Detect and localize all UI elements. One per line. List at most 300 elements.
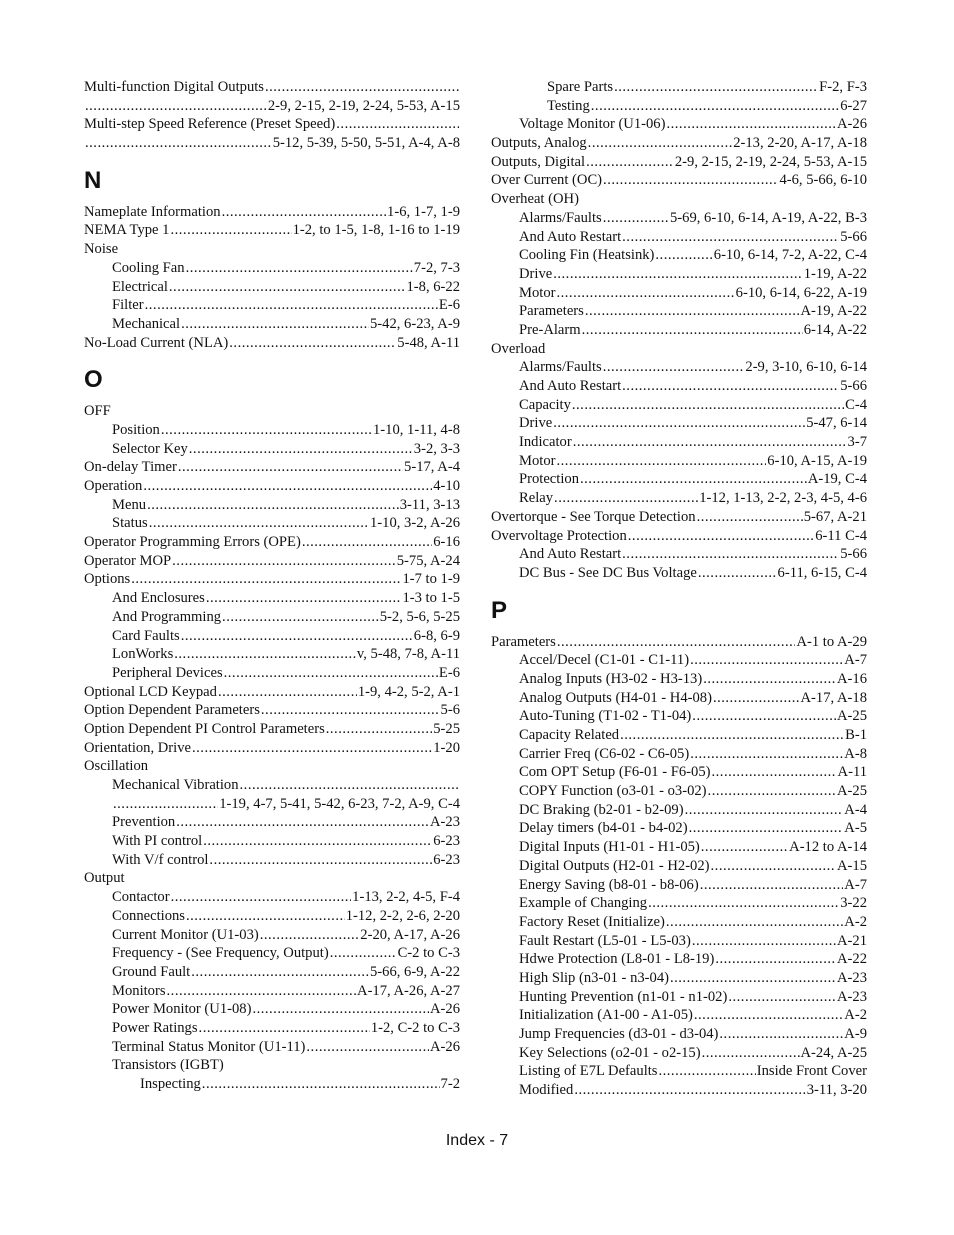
entry-pages: A-22 [837, 951, 867, 968]
entry-pages: 4-10 [433, 478, 460, 494]
entry-label: With V/f control [112, 851, 209, 868]
dot-leader [113, 795, 218, 814]
entry-label: Nameplate Information [84, 203, 221, 220]
entry-label: Digital Outputs (H2-01 - H2-02) [519, 857, 710, 874]
dot-leader [708, 782, 836, 801]
dot-leader [326, 720, 432, 739]
entry-label: Peripheral Devices [112, 664, 223, 681]
dot-leader [572, 396, 844, 415]
index-column-left [84, 78, 460, 1094]
entry-label: Energy Saving (b8-01 - b8-06) [519, 876, 699, 893]
index-entry-no-load-current-nla [84, 334, 460, 353]
page-number: Index - 7 [445, 1132, 509, 1149]
entry-label: Power Monitor (U1-08) [112, 1001, 252, 1018]
entry-pages: 5-66 [840, 378, 867, 394]
entry-pages: A-8 [844, 745, 867, 762]
index-entry-over-current-oc [491, 171, 867, 190]
index-entry-power-ratings [84, 1019, 460, 1038]
index-entry-power-monitor-u1-08 [84, 1000, 460, 1019]
entry-label: Listing of E7L Defaults [519, 1063, 658, 1080]
entry-pages: Inside Front Cover [756, 1063, 867, 1080]
entry-pages: 5-48, A-11 [397, 334, 460, 351]
entry-label: Accel/Decel (C1-01 - C1-11) [519, 652, 690, 669]
entry-pages: A-19, A-22 [800, 303, 867, 320]
dot-leader [556, 284, 734, 303]
index-entry-transistors-igbt: Transistors (IGBT) [112, 1057, 224, 1074]
entry-pages: A-26 [430, 1001, 460, 1018]
entry-label: Overvoltage Protection [491, 527, 627, 544]
entry-label: Analog Inputs (H3-02 - H3-13) [519, 670, 703, 687]
dot-leader [648, 894, 839, 913]
dot-leader [145, 296, 438, 315]
entry-pages: A-11 [837, 764, 867, 781]
dot-leader [580, 470, 807, 489]
entry-label: Option Dependent PI Control Parameters [84, 720, 325, 737]
entry-label: Modified [519, 1082, 574, 1099]
index-entry-optional-lcd-keypad [84, 683, 460, 702]
entry-pages: 1-6, 1-7, 1-9 [387, 203, 460, 220]
index-entry-pre-alarm [491, 321, 867, 340]
entry-label: Cooling Fan [112, 259, 185, 276]
entry-label: Optional LCD Keypad [84, 683, 217, 700]
entry-pages: F-2, F-3 [819, 79, 867, 95]
index-entry-initialization-a1-00-a1-05 [491, 1006, 867, 1025]
index-entry-overvoltage-protection [491, 527, 867, 546]
dot-leader [694, 1006, 843, 1025]
index-entry-relay [491, 489, 867, 508]
entry-pages: B-1 [845, 727, 867, 743]
dot-leader [703, 670, 836, 689]
entry-pages: 1-20 [433, 739, 460, 756]
dot-leader [330, 944, 397, 963]
entry-pages: 7-2, 7-3 [413, 259, 460, 276]
entry-pages: 6-11 C-4 [815, 527, 867, 544]
index-entry-selector-key [84, 440, 460, 459]
dot-leader [553, 265, 803, 284]
entry-pages: 5-47, 6-14 [806, 415, 867, 432]
entry-pages: A-26 [430, 1038, 460, 1055]
entry-label: Example of Changing [519, 895, 648, 912]
entry-pages: 7-2 [440, 1076, 460, 1092]
index-entry-auto-tuning-t1-02-t1-04 [491, 707, 867, 726]
entry-pages: 1-8, 6-22 [406, 278, 460, 295]
dot-leader [171, 888, 352, 907]
index-column-right [491, 78, 867, 1100]
entry-pages: 1-12, 2-2, 2-6, 2-20 [345, 907, 460, 924]
entry-pages: 1-10, 1-11, 4-8 [372, 421, 460, 438]
dot-leader [186, 907, 345, 926]
index-entry-overload: Overload [491, 340, 546, 357]
entry-pages: 6-10, A-15, A-19 [767, 452, 867, 469]
entry-label: And Auto Restart [519, 378, 622, 394]
index-entry-multi-step-speed-reference-preset-speed [84, 115, 460, 134]
index-entry-capacity [491, 396, 867, 415]
entry-label: Ground Fault [112, 963, 191, 980]
index-entry-and-programming [84, 608, 460, 627]
dot-leader [302, 533, 432, 552]
index-entry-electrical [84, 278, 460, 297]
dot-leader [222, 203, 386, 222]
index-entry-parameters [491, 302, 867, 321]
dot-leader [585, 302, 800, 321]
entry-pages: A-16 [837, 670, 867, 687]
entry-pages: 6-8, 6-9 [413, 627, 460, 644]
entry-pages: 4-6, 5-66, 6-10 [779, 172, 867, 189]
dot-leader [698, 564, 777, 583]
dot-leader [178, 458, 403, 477]
entry-pages: A-1 to A-29 [796, 633, 867, 650]
entry-pages: 2-13, 2-20, A-17, A-18 [733, 135, 867, 152]
dot-leader [181, 627, 413, 646]
section-letter-p: P [491, 596, 508, 624]
index-entry-jump-frequencies-d3-01-d3-04 [491, 1025, 867, 1044]
dot-leader [715, 950, 836, 969]
dot-leader [169, 278, 406, 297]
dot-leader [655, 246, 712, 265]
dot-leader [702, 1044, 800, 1063]
index-entry-frequency-see-frequency-output [84, 944, 460, 963]
entry-label: Option Dependent Parameters [84, 702, 260, 719]
entry-pages: 1-19, 4-7, 5-41, 5-42, 6-23, 7-2, A-9, C-4 [219, 795, 460, 812]
dot-leader [586, 153, 674, 172]
index-entry-with-pi-control [84, 832, 460, 851]
entry-label: Carrier Freq (C6-02 - C6-05) [519, 745, 690, 762]
index-entry-energy-saving-b8-01-b8-06 [491, 876, 867, 895]
entry-pages: 1-10, 3-2, A-26 [370, 515, 460, 532]
entry-label: Connections [112, 907, 185, 924]
index-entry-multi-function-digital-outputs [84, 78, 460, 97]
entry-label: Key Selections (o2-01 - o2-15) [519, 1044, 701, 1061]
entry-label: Status [112, 515, 148, 532]
entry-pages: 3-2, 3-3 [413, 440, 460, 457]
index-entry-delay-timers-b4-01-b4-02 [491, 819, 867, 838]
dot-leader [692, 932, 836, 951]
index-entry-dc-bus-see-dc-bus-voltage [491, 564, 867, 583]
entry-label: And Auto Restart [519, 228, 622, 245]
dot-leader [131, 570, 401, 589]
entry-label: Digital Inputs (H1-01 - H1-05) [519, 839, 700, 856]
index-entry-connections [84, 907, 460, 926]
dot-leader [689, 819, 844, 838]
dot-leader [556, 452, 766, 471]
entry-label: And Enclosures [112, 590, 205, 607]
dot-leader [240, 776, 459, 795]
entry-pages: 6-10, 6-14, 6-22, A-19 [735, 284, 867, 301]
entry-pages: 2-20, A-17, A-26 [360, 926, 460, 943]
dot-leader [192, 739, 432, 758]
section-letter-n: N [84, 166, 102, 194]
entry-pages: 3-7 [847, 434, 867, 451]
index-entry-current-monitor-u1-03 [84, 926, 460, 945]
entry-label: Hdwe Protection (L8-01 - L8-19) [519, 951, 715, 968]
dot-leader [622, 545, 839, 564]
dot-leader [149, 514, 369, 533]
entry-pages: 1-12, 1-13, 2-2, 2-3, 4-5, 4-6 [699, 490, 867, 507]
entry-pages: A-19, C-4 [807, 471, 867, 488]
entry-label: Multi-function Digital Outputs [84, 79, 264, 95]
dot-leader [685, 801, 844, 820]
dot-leader [172, 552, 396, 571]
entry-pages: A-7 [844, 652, 867, 669]
entry-pages: 5-66 [840, 228, 867, 245]
index-entry-oscillation: Oscillation [84, 758, 149, 775]
index-entry-continuation [84, 97, 460, 116]
entry-label: LonWorks [112, 646, 174, 663]
entry-pages: A-21 [837, 932, 867, 949]
entry-label: Outputs, Digital [491, 153, 586, 170]
index-entry-drive [491, 414, 867, 433]
entry-pages: A-23 [837, 988, 867, 1005]
index-entry-ground-fault [84, 963, 460, 982]
entry-label: Prevention [112, 814, 176, 831]
dot-leader [181, 315, 369, 334]
entry-label: Drive [519, 415, 553, 432]
dot-leader [573, 433, 847, 452]
dot-leader [603, 171, 778, 190]
index-entry-continuation [84, 134, 460, 153]
index-entry-testing [491, 97, 867, 116]
dot-leader [261, 701, 440, 720]
entry-label: Menu [112, 496, 147, 513]
dot-leader [713, 689, 800, 708]
entry-pages: 3-11, 3-13 [399, 496, 460, 513]
dot-leader [697, 508, 803, 527]
entry-label: NEMA Type 1 [84, 222, 170, 239]
index-entry-on-delay-timer [84, 458, 460, 477]
index-entry-fault-restart-l5-01-l5-03 [491, 932, 867, 951]
index-entry-mechanical [84, 315, 460, 334]
index-entry-example-of-changing [491, 894, 867, 913]
index-entry-accel-decel-c1-01-c1-11 [491, 651, 867, 670]
dot-leader [202, 1075, 440, 1094]
entry-pages: A-12 to A-14 [789, 839, 867, 856]
dot-leader [209, 851, 432, 870]
index-entry-analog-outputs-h4-01-h4-08 [491, 689, 867, 708]
index-entry-hunting-prevention-n1-01-n1-02 [491, 988, 867, 1007]
entry-label: Monitors [112, 982, 166, 999]
index-entry-filter [84, 296, 460, 315]
entry-pages: 6-10, 6-14, 7-2, A-22, C-4 [713, 247, 867, 264]
index-entry-spare-parts [491, 78, 867, 97]
dot-leader [218, 683, 357, 702]
index-entry-lonworks [84, 645, 460, 664]
dot-leader [260, 926, 360, 945]
entry-label: Outputs, Analog [491, 135, 587, 152]
entry-label: Capacity [519, 396, 571, 413]
entry-label: Operator MOP [84, 552, 172, 569]
entry-pages: 6-23 [433, 833, 460, 850]
entry-pages: A-24, A-25 [800, 1044, 867, 1061]
entry-pages: C-2 to C-3 [397, 945, 460, 962]
index-entry-motor [491, 284, 867, 303]
entry-pages: A-17, A-26, A-27 [357, 982, 460, 999]
dot-leader [692, 707, 836, 726]
index-entry-options [84, 570, 460, 589]
entry-label: Contactor [112, 889, 170, 906]
index-entry-noise: Noise [84, 241, 119, 258]
dot-leader [614, 78, 818, 97]
entry-pages: 5-66, 6-9, A-22 [370, 963, 460, 980]
entry-label: Parameters [519, 303, 584, 320]
entry-label: Jump Frequencies (d3-01 - d3-04) [519, 1026, 719, 1042]
index-entry-contactor [84, 888, 460, 907]
entry-pages: 5-75, A-24 [396, 552, 460, 569]
dot-leader [85, 134, 272, 153]
entry-pages: 5-6 [440, 702, 460, 719]
index-entry-overheat-oh: Overheat (OH) [491, 191, 579, 208]
entry-pages: 5-12, 5-39, 5-50, 5-51, A-4, A-8 [272, 135, 460, 152]
index-entry-listing-of-e7l-defaults [491, 1062, 867, 1081]
entry-label: Hunting Prevention (n1-01 - n1-02) [519, 988, 728, 1005]
entry-pages: 5-17, A-4 [404, 459, 460, 476]
dot-leader [336, 115, 459, 134]
index-entry-cooling-fan [84, 259, 460, 278]
entry-label: Factory Reset (Initialize) [519, 913, 665, 930]
entry-label: Delay timers (b4-01 - b4-02) [519, 820, 688, 837]
dot-leader [143, 477, 432, 496]
index-entry-terminal-status-monitor-u1-11 [84, 1038, 460, 1057]
index-entry-cooling-fin-heatsink [491, 246, 867, 265]
index-entry-and-auto-restart [491, 377, 867, 396]
index-entry-operator-mop [84, 552, 460, 571]
entry-label: Options [84, 571, 131, 588]
index-entry-factory-reset-initialize [491, 913, 867, 932]
index-entry-parameters [491, 633, 867, 652]
dot-leader [588, 134, 733, 153]
entry-pages: 1-7 to 1-9 [402, 571, 460, 588]
entry-pages: 1-13, 2-2, 4-5, F-4 [352, 889, 460, 906]
index-entry-nameplate-information [84, 203, 460, 222]
index-entry-peripheral-devices [84, 664, 460, 683]
dot-leader [591, 97, 839, 116]
dot-leader [574, 1081, 805, 1100]
section-letter-o: O [84, 366, 103, 394]
index-entry-analog-inputs-h3-02-h3-13 [491, 670, 867, 689]
entry-pages: C-4 [845, 396, 867, 413]
index-entry-mechanical-vibration [84, 776, 460, 795]
entry-label: Analog Outputs (H4-01 - H4-08) [519, 689, 712, 706]
entry-pages: A-5 [844, 820, 867, 837]
entry-pages: A-23 [837, 969, 867, 986]
entry-label: Selector Key [112, 440, 188, 457]
index-entry-com-opt-setup-f6-01-f6-05 [491, 763, 867, 782]
entry-label: DC Bus - See DC Bus Voltage [519, 564, 697, 581]
entry-pages: A-2 [844, 1007, 867, 1024]
entry-label: Orientation, Drive [84, 739, 191, 756]
index-entry-operation [84, 477, 460, 496]
dot-leader [189, 440, 413, 459]
entry-pages: 6-27 [840, 97, 867, 114]
entry-label: Protection [519, 471, 579, 488]
entry-label: Terminal Status Monitor (U1-11) [112, 1038, 306, 1055]
entry-pages: E-6 [438, 297, 460, 314]
index-entry-continuation [84, 795, 460, 814]
index-entry-copy-function-o3-01-o3-02 [491, 782, 867, 801]
dot-leader [186, 259, 413, 278]
entry-pages: A-25 [837, 783, 867, 800]
index-entry-drive [491, 265, 867, 284]
dot-leader [622, 228, 839, 247]
entry-label: And Auto Restart [519, 546, 622, 563]
index-entry-key-selections-o2-01-o2-15 [491, 1044, 867, 1063]
dot-leader [712, 763, 837, 782]
index-entry-alarms-faults [491, 358, 867, 377]
entry-pages: A-17, A-18 [800, 689, 867, 706]
index-entry-high-slip-n3-01-n3-04 [491, 969, 867, 988]
entry-label: Testing [547, 97, 590, 114]
entry-pages: 1-3 to 1-5 [402, 590, 460, 607]
entry-label: Inspecting [140, 1076, 201, 1092]
index-entry-with-v-f-control [84, 851, 460, 870]
index-entry-outputs-digital [491, 153, 867, 172]
dot-leader [161, 421, 372, 440]
entry-label: Cooling Fin (Heatsink) [519, 247, 655, 264]
index-entry-position [84, 421, 460, 440]
dot-leader [620, 726, 844, 745]
dot-leader [690, 745, 843, 764]
dot-leader [174, 645, 356, 664]
entry-pages: 6-14, A-22 [803, 321, 867, 338]
dot-leader [176, 813, 429, 832]
entry-label: Overtorque - See Torque Detection [491, 508, 696, 525]
index-entry-status [84, 514, 460, 533]
entry-pages: 2-9, 2-15, 2-19, 2-24, 5-53, A-15 [674, 153, 867, 170]
entry-pages: A-4 [844, 801, 867, 818]
entry-pages: A-9 [844, 1026, 867, 1042]
dot-leader [167, 982, 357, 1001]
dot-leader [658, 1062, 755, 1081]
entry-label: Indicator [519, 434, 572, 451]
entry-label: Parameters [491, 633, 556, 650]
entry-pages: 1-19, A-22 [803, 265, 867, 282]
index-entry-inspecting [84, 1075, 460, 1094]
entry-pages: 1-2, to 1-5, 1-8, 1-16 to 1-19 [292, 222, 460, 239]
dot-leader [170, 221, 291, 240]
entry-pages: 3-22 [840, 895, 867, 912]
dot-leader [147, 496, 399, 515]
entry-pages: 6-16 [433, 534, 460, 551]
dot-leader [666, 913, 843, 932]
entry-label: High Slip (n3-01 - n3-04) [519, 969, 669, 986]
entry-pages: 6-11, 6-15, C-4 [777, 564, 867, 581]
entry-pages: 2-9, 2-15, 2-19, 2-24, 5-53, A-15 [267, 97, 460, 114]
index-entry-output: Output [84, 870, 125, 887]
entry-pages: A-26 [837, 116, 867, 133]
entry-label: Operator Programming Errors (OPE) [84, 534, 301, 551]
index-entry-indicator [491, 433, 867, 452]
entry-label: Capacity Related [519, 727, 620, 743]
entry-label: Electrical [112, 278, 168, 295]
entry-label: Fault Restart (L5-01 - L5-03) [519, 932, 691, 949]
entry-pages: A-25 [837, 708, 867, 725]
entry-label: Alarms/Faults [519, 359, 602, 376]
entry-pages: 1-2, C-2 to C-3 [370, 1019, 460, 1036]
dot-leader [603, 209, 669, 228]
entry-label: And Programming [112, 608, 222, 625]
index-entry-voltage-monitor-u1-06 [491, 115, 867, 134]
index-entry-option-dependent-pi-control-parameters [84, 720, 460, 739]
entry-label: With PI control [112, 833, 203, 850]
dot-leader [224, 664, 438, 683]
entry-label: No-Load Current (NLA) [84, 334, 229, 351]
entry-pages: 5-69, 6-10, 6-14, A-19, A-22, B-3 [669, 209, 867, 226]
dot-leader [265, 78, 459, 97]
dot-leader [252, 1000, 429, 1019]
index-entry-off: OFF [84, 403, 111, 420]
dot-leader [711, 857, 836, 876]
entry-label: Mechanical Vibration [112, 777, 239, 793]
entry-pages: 5-67, A-21 [803, 508, 867, 525]
